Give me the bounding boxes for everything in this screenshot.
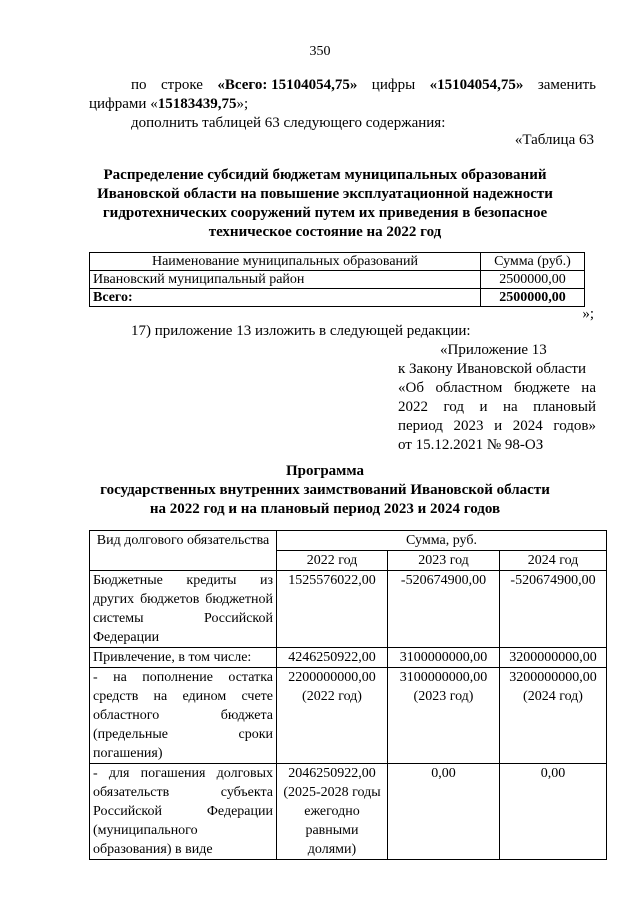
- cell-value: 1525576022,00: [277, 571, 388, 648]
- cell-value: 3200000000,00: [500, 648, 607, 668]
- cell-value: [388, 668, 500, 764]
- table-header-row: [90, 531, 607, 551]
- title-line: техническое состояние на 2022 год: [208, 224, 442, 240]
- appendix-line: период 2023 и 2024 годов»: [398, 418, 596, 434]
- table-row: [90, 571, 607, 648]
- value: 2200000000,00: [288, 670, 376, 685]
- header-cell: Сумма (руб.): [481, 253, 585, 271]
- header-year: 2023 год: [388, 551, 500, 571]
- text: »;: [236, 96, 249, 112]
- appendix-line: «Об областном бюджете на: [398, 380, 596, 396]
- cell-value: [277, 668, 388, 764]
- cell-name: Ивановский муниципальный район: [90, 271, 481, 289]
- word: по: [131, 77, 147, 93]
- value-note: (2024 год): [523, 689, 583, 704]
- value: 3200000000,00: [509, 670, 597, 685]
- total-row: [90, 289, 585, 307]
- value: 3100000000,00: [399, 670, 488, 685]
- header-year: 2022 год: [277, 551, 388, 571]
- cell-name: - на пополнение остатка средств на едином счете областного бюджета (предельные сроки погашения): [90, 668, 277, 764]
- table-row: [90, 764, 607, 860]
- table63-title: [90, 166, 560, 242]
- value-note: (2022 год): [302, 689, 362, 704]
- cell-name: Бюджетные кредиты из других бюджетов бюджетной системы Российской Федерации: [90, 571, 277, 648]
- paragraph-replace-line2: [89, 95, 248, 114]
- word: заменить: [537, 77, 596, 93]
- appendix-line: «Приложение 13: [440, 342, 547, 358]
- table-header-row: [90, 253, 585, 271]
- cell-value: -520674900,00: [500, 571, 607, 648]
- cell-value: [277, 764, 388, 860]
- title-line: государственных внутренних заимствований Ивановской области: [100, 482, 550, 498]
- cell-value: 0,00: [500, 764, 607, 860]
- cell-name: - для погашения долговых обязательств субъекта Российской Федерации (муниципального образования) в виде: [90, 764, 277, 860]
- title-line: Распределение субсидий бюджетам муниципальных образований: [103, 167, 547, 183]
- appendix-line: 2022 год и на плановый: [398, 399, 596, 415]
- value-note: (2023 год): [413, 689, 474, 704]
- cell-total-sum: 2500000,00: [481, 289, 585, 307]
- page-number: 350: [309, 44, 331, 59]
- table-row: [90, 648, 607, 668]
- appendix-line: от 15.12.2021 № 98-ОЗ: [398, 437, 544, 453]
- text-bold: 15183439,75: [157, 96, 237, 112]
- paragraph-add-table: дополнить таблицей 63 следующего содержания:: [131, 115, 446, 131]
- header-debt-type: Вид долгового обязательства: [90, 531, 277, 571]
- table63: [89, 252, 585, 307]
- title-line: Ивановской области на повышение эксплуатационной надежности: [97, 186, 553, 202]
- closing-quote: »;: [582, 306, 594, 322]
- header-sum: Сумма, руб.: [277, 531, 607, 551]
- cell-name: Привлечение, в том числе:: [90, 648, 277, 668]
- word: строке: [160, 77, 203, 93]
- cell-total-label: Всего:: [90, 289, 481, 307]
- cell-value: 3100000000,00: [388, 648, 500, 668]
- title-line: гидротехнических сооружений путем их приведения в безопасное: [102, 205, 548, 221]
- cell-value: [500, 668, 607, 764]
- word-bold: «Всего: 15104054,75»: [217, 77, 358, 93]
- header-cell: Наименование муниципальных образований: [90, 253, 481, 271]
- word-bold: «15104054,75»: [429, 77, 524, 93]
- cell-value: 0,00: [388, 764, 500, 860]
- appendix-line: к Закону Ивановской области: [398, 361, 587, 377]
- paragraph-replace-line1: [131, 76, 596, 95]
- text: цифрами «: [89, 96, 158, 112]
- appendix-header: [398, 341, 596, 455]
- table63-label: «Таблица 63: [514, 132, 594, 148]
- cell-value: 4246250922,00: [277, 648, 388, 668]
- title-line: Программа: [286, 463, 364, 479]
- table-row: [90, 668, 607, 764]
- table-row: [90, 271, 585, 289]
- program-title: [90, 462, 560, 519]
- word: цифры: [371, 77, 416, 93]
- title-line: на 2022 год и на плановый период 2023 и 2024 годов: [149, 501, 501, 517]
- item-17: 17) приложение 13 изложить в следующей редакции:: [131, 323, 471, 339]
- value-note: (2025-2028 годы ежегодно равными долями): [283, 785, 381, 857]
- cell-value: -520674900,00: [388, 571, 500, 648]
- cell-sum: 2500000,00: [481, 271, 585, 289]
- value: 2046250922,00: [288, 766, 376, 781]
- header-year: 2024 год: [500, 551, 607, 571]
- program-table: [89, 530, 607, 860]
